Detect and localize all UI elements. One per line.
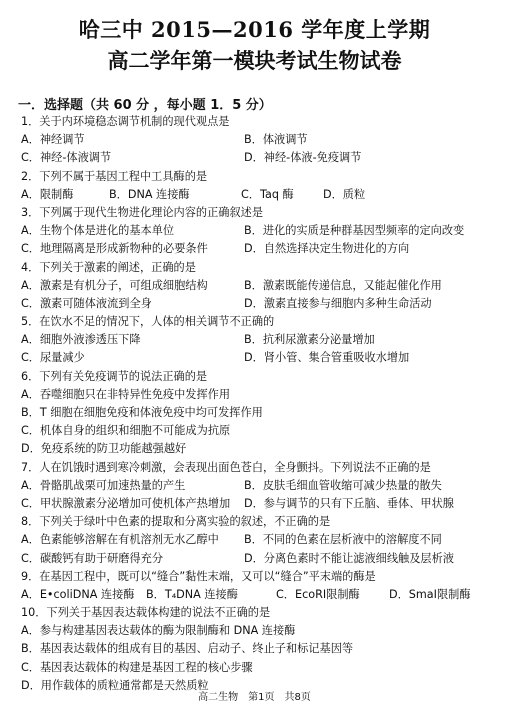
option: A．骨骼肌战栗可加速热量的产生 (21, 478, 186, 492)
option: A．吞噬细胞只在非特异性免疫中发挥作用 (21, 387, 231, 401)
option: D．神经-体液-免疫调节 (244, 151, 362, 165)
option-row (21, 186, 491, 204)
option: D．质粒 (323, 187, 366, 201)
option-row (21, 222, 491, 240)
option: B．激素既能传递信息，又能起催化作用 (244, 278, 442, 292)
option: D．自然选择决定生物进化的方向 (244, 242, 410, 256)
option: A．参与构建基因表达载体的酶为限制酶和 DNA 连接酶 (21, 624, 296, 638)
option: B．皮肤毛细血管收缩可减少热量的散失 (244, 478, 442, 492)
option: A．限制酶 (21, 187, 74, 201)
option: D．激素直接参与细胞内多种生命活动 (244, 296, 432, 310)
option-row (21, 295, 491, 313)
option: B．抗利尿激素分泌量增加 (244, 333, 375, 347)
option: C．EcoRⅠ限制酶 (276, 587, 360, 601)
question-list (21, 113, 491, 695)
option: C．地理隔离是形成新物种的必要条件 (21, 242, 208, 256)
option-row (21, 586, 491, 604)
option: B．T₄DNA 连接酶 (146, 587, 238, 601)
option: C．碳酸钙有助于研磨得充分 (21, 551, 164, 565)
option: C．神经-体液调节 (21, 151, 112, 165)
question-stem: 9．在基因工程中，既可以“缝合”黏性末端，又可以“缝合”平末端的酶是 (21, 569, 376, 583)
question-stem: 6．下列有关免疫调节的说法正确的是 (21, 369, 208, 383)
option-row (21, 422, 491, 440)
page-footer: 高二生物 第1页 共8页 (198, 692, 311, 703)
option-row (21, 495, 491, 513)
option: C．机体自身的组织和细胞不可能成为抗原 (21, 424, 231, 438)
option: A．神经调节 (21, 133, 85, 147)
option-row (21, 550, 491, 568)
option-row (21, 622, 491, 640)
option-row (21, 277, 491, 295)
option: C．基因表达载体的构建是基因工程的核心步骤 (21, 660, 253, 674)
option-row (21, 404, 491, 422)
option: A．E•coliDNA 连接酶 (21, 587, 135, 601)
option: A．色素能够溶解在有机溶剂无水乙醇中 (21, 533, 219, 547)
option: D．用作载体的质粒通常都是天然质粒 (21, 678, 209, 692)
option: D．免疫系统的防卫功能越强越好 (21, 442, 187, 456)
option: C．甲状腺激素分泌增加可使机体产热增加 (21, 496, 231, 510)
option: D．分离色素时不能让滤液细线触及层析液 (244, 551, 454, 565)
option-row (21, 659, 491, 677)
question-stem: 1．关于内环境稳态调节机制的现代观点是 (21, 115, 230, 128)
option-row (21, 386, 491, 404)
question-stem: 2．下列不属于基因工程中工具酶的是 (21, 169, 208, 183)
option: C．激素可随体液流到全身 (21, 296, 152, 310)
option: D．肾小管、集合管重吸收水增加 (244, 351, 410, 365)
exam-title-line1: 哈三中 2015—2016 学年度上学期 (78, 17, 431, 42)
option: B．基因表达载体的组成有目的基因、启动子、终止子和标记基因等 (21, 642, 354, 656)
option: A．生物个体是进化的基本单位 (21, 224, 175, 238)
question-stem: 4．下列关于激素的阐述，正确的是 (21, 260, 196, 274)
option-row (21, 531, 491, 549)
option: C．尿量减少 (21, 351, 85, 365)
question-stem: 3．下列属于现代生物进化理论内容的正确叙述是 (21, 205, 264, 219)
option: B．DNA 连接酶 (109, 187, 190, 201)
option: A．细胞外液渗透压下降 (21, 333, 141, 347)
question-stem: 7．人在饥饿时遇到寒冷刺激，会表现出面色苍白，全身颤抖。下列说法不正确的是 (21, 460, 431, 474)
option: A．激素是有机分子，可组成细胞结构 (21, 278, 208, 292)
exam-title-line2: 高二学年第一模块考试生物试卷 (107, 48, 402, 73)
option-row (21, 240, 491, 258)
option-row (21, 149, 491, 167)
option-row (21, 349, 491, 367)
option-row (21, 440, 491, 458)
option-row (21, 331, 491, 349)
option: B．不同的色素在层析液中的溶解度不同 (244, 533, 442, 547)
question-stem: 5．在饮水不足的情况下，人体的相关调节不正确的 (21, 315, 275, 329)
option: B．进化的实质是种群基因型频率的定向改变 (244, 224, 465, 238)
option-row (21, 131, 491, 149)
option: D．参与调节的只有下丘脑、垂体、甲状腺 (244, 496, 454, 510)
option: C．Taq 酶 (241, 187, 294, 201)
option-row (21, 640, 491, 658)
option: D．SmaⅠ限制酶 (389, 587, 471, 601)
question-stem: 8．下列关于绿叶中色素的提取和分离实验的叙述，不正确的是 (21, 515, 331, 529)
option: B．T 细胞在细胞免疫和体液免疫中均可发挥作用 (21, 406, 263, 419)
section-title: 一．选择题（共 60 分 ，每小题 1．5 分） (18, 98, 272, 113)
question-stem: 10．下列关于基因表达载体构建的说法不正确的是 (21, 606, 271, 620)
option: B．体液调节 (244, 133, 308, 147)
option-row (21, 477, 491, 495)
